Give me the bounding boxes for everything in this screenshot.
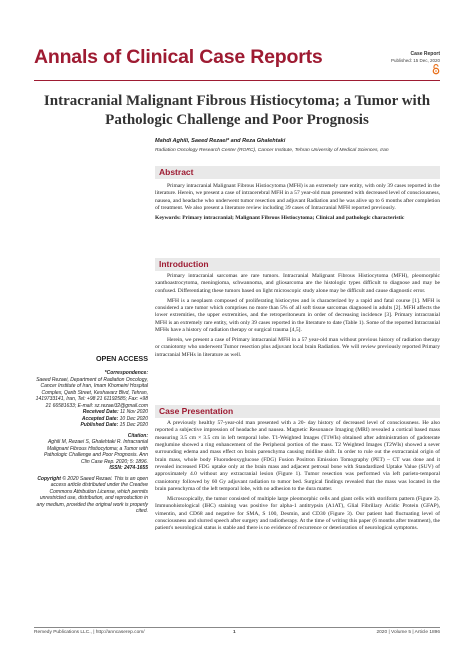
- citation-label: Citation:: [127, 432, 148, 439]
- accepted-date: Accepted Date: 10 Dec 2020: [81, 415, 148, 422]
- abstract-heading: Abstract: [155, 166, 440, 179]
- citation-text: Aghili M, Rezaei S, Ghalehtaki R. Intracranial Malignant Fibrous Histiocytoma; a Tumor with Pathologic Challenge and Poor Prognosis. Ann Clin Case Rep. 2020; 5: 1896.: [43, 439, 148, 465]
- keywords: Keywords: Primary intracranial; Malignant Fibrous Histiocytoma; Clinical and pathologic characteristic: [155, 215, 405, 222]
- abstract-text: Primary intracranial Malignant Fibrous Histiocytoma (MFH) is an extremely rare entity, with only 39 cases reported in the literature. Herein, we present a case of intracerebral MFH in a 57 year-old man presented with decreased level of consciousness, nausea, and headache who underwent tumor resection and adjuvant Radiation and he was alive up to 6 months after completion of treatment. We also present a literature review including 39 cases of Intracranial MFH reported previously.: [155, 183, 440, 212]
- introduction-body: [155, 273, 440, 362]
- footer-publisher[interactable]: Remedy Publications LLC., | http://anncaserep.com/: [34, 630, 145, 635]
- case-presentation-heading: Case Presentation: [155, 405, 440, 418]
- copyright-text: Copyright © 2020 Saeed Rezaei. This is an open access article distributed under the Creative Commons Attribution License, which permits unrestricted use, distribution, and reproduction in any medium, provided the original work is properly cited.: [36, 475, 148, 514]
- paragraph: Primary intracranial sarcomas are rare tumors. Intracranial Malignant Fibrous Histiocytoma (MFH), pleomorphic xanthoastrocytoma, meningioma, schwannoma, and gliosarcoma are the histologic types difficult to diagnose and may be confused. Differentiating these tumors based on light microscopic study alone may be difficult and cause diagnostic error.: [155, 273, 440, 294]
- paragraph: MFH is a neoplasm composed of proliferating histiocytes and is characterized by a rapid and fatal course [1]. MFH is considered a rare tumor which comprises no more than 5% of all soft tissue sarcomas diagnosed in adults [2]. MFH affects the lower extremities, the upper extremities, and the retroperitoneum in order of decreasing incidence [3]. Primary intracranial MFH is an extremely rare entity, with only 39 cases reported in the literature to date (Table 1). Some of the reported Intracranial MFHs have a history of radiation therapy or surgical trauma [4,5].: [155, 297, 440, 333]
- footer-volume: 2020 | Volume 5 | Article 1896: [376, 630, 440, 635]
- published-date: Published: 15 Dec, 2020: [390, 58, 440, 63]
- open-access-icon: [432, 64, 440, 75]
- issn: ISSN: 2474-1655: [109, 465, 148, 471]
- article-info-sidebar: [34, 354, 148, 515]
- published-date-sidebar: Published Date: 15 Dec 2020: [80, 422, 148, 428]
- page-number: 1: [233, 630, 236, 635]
- author-list: Mahdi Aghili, Saeed Rezaei* and Reza Ghalehtaki: [155, 138, 286, 144]
- correspondence-text: Saeed Rezaei, Department of Radiation Oncology, Cancer Institute of Iran, Imam Khomeini Hospital Complex, Qarib Street, Keshavarz Blvd, Tehran, 1419733141, Iran, Tel: +98 21 61192585; Fax: +98 21 66581633; E-mail: sz.rezaei32@gmail.com: [35, 376, 148, 409]
- article-type: Case Report: [410, 51, 440, 57]
- journal-title[interactable]: Annals of Clinical Case Reports: [34, 46, 323, 68]
- received-date: Received Date: 11 Nov 2020: [82, 409, 148, 415]
- paragraph: A previously healthy 57-year-old man presented with a 20- day history of decreased level of consciousness. He also reported a subjective impression of headache and nausea. Magnetic Resonance Imaging (MRI) revealed a cortical based mass measuring 3.5 cm × 3.5 cm in left temporal lobe. T1-Weighted Images (T1WIs) obtained after administration of gadoterate meglumine showed a ring enhancement of the Peripheral portion of the mass. T2 Weighted Images (T2WIs) showed a sever surrounding edema and mass effect on brain parenchyma causing midline shift. In order to rule out the extracranial origin of brain mass, whole body Fluorodeoxyglucose (FDG) Fusion Positron Emission Tomography (PET) – CT was done and it revealed increased FDG uptake only at the brain mass and adjacent petrosal bone with Standardized Uptake Value (SUV) of approximately 4.0 without any extracranial lesion (Figure 1). Tumor resection was performed via left parieto-temporal craniotomy followed by 60 Gy adjuvant radiation to tumor bed. Surgical findings revealed that the mass was located in the brain parenchyma of the left temporal lobe, with no adhesion to the dura matter.: [155, 420, 440, 493]
- paragraph: Herein, we present a case of Primary intracranial MFH in a 57 year-old man without previous history of radiation therapy or craniotomy who underwent Tumor resection plus adjuvant local brain Radiation. We will review previously reported Primary intracranial MFHs in literature as well.: [155, 336, 440, 358]
- introduction-heading: Introduction: [155, 258, 440, 271]
- affiliation: Radiation Oncology Research Center (RORC), Cancer Institute, Tehran University of Medical Sciences, Iran: [155, 148, 389, 153]
- case-presentation-body: [155, 420, 440, 535]
- footer-rule: [34, 627, 440, 628]
- article-title: Intracranial Malignant Fibrous Histiocytoma; a Tumor with Pathologic Challenge and Poor Prognosis: [43, 93, 431, 128]
- paragraph: Microscopically, the tumor consisted of multiple large pleomorphic cells and giant cells with storiform pattern (Figure 2). Immunohistological (IHC) staining was positive for alpha-1 antitrypsin (A1AT), Glial Fibrillary Acidic Protein (GFAP), vimentin, and CD68 and negative for SMA, S 100, Desmin, and CD30 (Figure 3). Our patient had fluctuating level of consciousness and slurred speech after surgery and radiotherapy. At the time of writing this paper (6 months after treatment), the patient's neurological status is stable and there is no evidence of recurrence or deterioration of neurological symptoms.: [155, 496, 440, 532]
- open-access-label: OPEN ACCESS: [95, 354, 148, 363]
- correspondence-label: *Correspondence:: [104, 370, 148, 376]
- journal-header: [0, 0, 474, 72]
- abstract-body: [155, 183, 440, 225]
- header-rule: [34, 80, 440, 81]
